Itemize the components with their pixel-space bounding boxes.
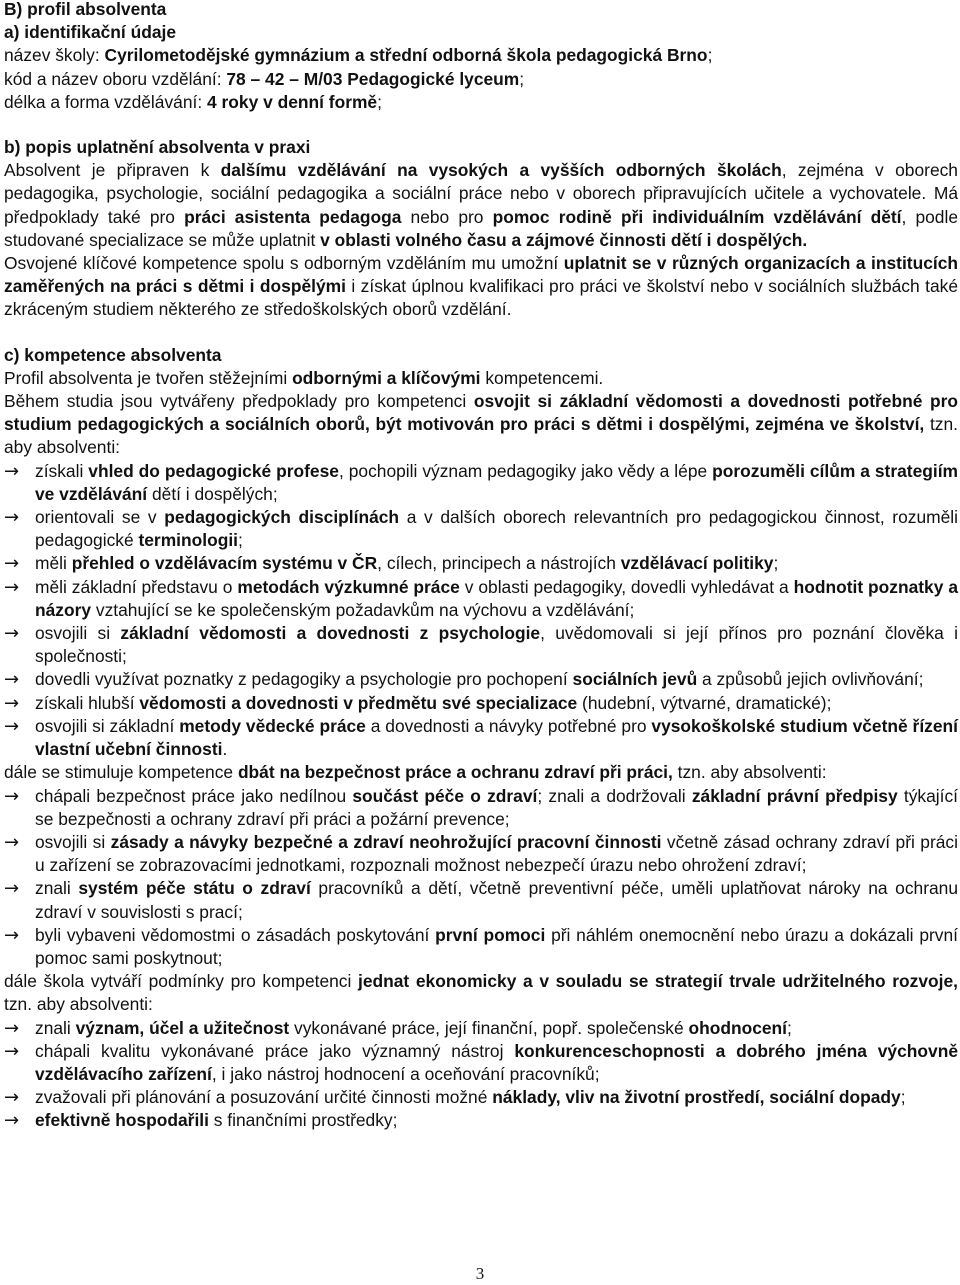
section-c-intro bbox=[4, 367, 958, 460]
text-run: osvojili si základní bbox=[35, 715, 180, 736]
list-item bbox=[4, 924, 958, 970]
text-run: chápali kvalitu vykonávané práce jako významný nástroj bbox=[35, 1040, 515, 1061]
text-run: týkající se bezpečnosti a ochrany zdraví při práci a požární prevence; bbox=[35, 785, 958, 829]
text-run: byli vybaveni vědomostmi o zásadách poskytování bbox=[35, 924, 436, 945]
bold-text: sociálních jevů bbox=[572, 669, 698, 690]
bold-text: vysokoškolské studium včetně řízení vlastní učební činnosti bbox=[35, 715, 958, 760]
text-run: ; znali a dodržovali bbox=[537, 785, 692, 806]
bold-text: odbornými a klíčovými bbox=[292, 367, 481, 388]
list-item bbox=[4, 1017, 958, 1040]
text-run: tzn. aby absolventi: bbox=[4, 414, 958, 458]
arrow-icon: → bbox=[4, 692, 20, 714]
bold-text: uplatnit se v různých organizacích a institucích zaměřených na práci s dětmi i dospělými bbox=[4, 253, 958, 297]
text-run: a způsobů jejich ovlivňování; bbox=[697, 669, 924, 690]
text-run: znali bbox=[35, 878, 79, 899]
text-run: , uvědomovali si její přínos pro poznání člověka i společnosti; bbox=[35, 623, 958, 667]
text-run: ; bbox=[237, 530, 243, 551]
text-run: osvojili si bbox=[35, 831, 111, 852]
text-run: , pochopili význam pedagogiky jako vědy a lépe bbox=[338, 460, 713, 481]
bold-text: součást péče o zdraví bbox=[352, 785, 538, 806]
text-run: kompetencemi. bbox=[480, 367, 604, 388]
text-run: chápali bezpečnost práce jako nedílnou bbox=[35, 785, 353, 806]
arrow-icon: → bbox=[4, 1110, 20, 1132]
bold-text: efektivně hospodařili bbox=[35, 1110, 209, 1131]
bold-text: v oblasti volného času a zájmové činnosti dětí i dospělých. bbox=[320, 229, 808, 250]
bold-text: hodnotit poznatky a názory bbox=[35, 576, 958, 620]
text-run: získali bbox=[35, 460, 89, 481]
section-c-title: c) kompetence absolventa bbox=[4, 344, 222, 365]
text-run: dětí i dospělých; bbox=[147, 483, 278, 504]
bold-text: práci asistenta pedagoga bbox=[184, 206, 402, 227]
text-run: nebo pro bbox=[401, 206, 493, 227]
bold-text: první pomoci bbox=[435, 924, 546, 945]
text-run: tzn. aby absolventi: bbox=[672, 762, 827, 783]
bold-text: systém péče státu o zdraví bbox=[78, 878, 311, 899]
text-run: dále se stimuluje kompetence bbox=[4, 762, 238, 783]
bold-text: jednat ekonomicky a v souladu se strategií trvale udržitelného rozvoje, bbox=[358, 971, 958, 992]
arrow-icon: → bbox=[4, 715, 20, 737]
bold-text: osvojit si základní vědomosti a dovednosti potřebné pro studium pedagogických a sociálních oborů, být motivován pro práci s dětmi i dospělými, zejména ve školství, bbox=[4, 391, 959, 435]
bold-text: náklady, vliv na životní prostředí, sociální dopady bbox=[492, 1087, 901, 1108]
list-item bbox=[4, 622, 958, 668]
text-run: Osvojené klíčové kompetence spolu s odborným vzděláním mu umožní bbox=[4, 253, 564, 274]
bold-text: vhled do pedagogické profese bbox=[88, 460, 339, 481]
text-run: , cílech, principech a nástrojích bbox=[377, 553, 621, 574]
text-run: Absolvent je připraven k bbox=[4, 160, 221, 181]
bold-text: vědomosti a dovednosti v předmětu své specializace bbox=[139, 692, 578, 713]
list-item bbox=[4, 1040, 958, 1086]
text-run: i získat úplnou kvalifikaci pro práci ve školství nebo v sociálních službách také zkráceným studiem některého ze středoškolských oborů vzdělání. bbox=[4, 276, 958, 320]
arrow-icon: → bbox=[4, 460, 20, 482]
arrow-icon: → bbox=[4, 878, 20, 900]
bold-text: metody vědecké práce bbox=[179, 715, 366, 736]
bold-text: základní právní předpisy bbox=[691, 785, 898, 806]
bold-text: konkurenceschopnosti a dobrého jména výchovně vzdělávacího zařízení bbox=[35, 1040, 958, 1084]
paragraph bbox=[4, 159, 958, 252]
text-run: znali bbox=[35, 1017, 76, 1038]
text-run: vztahující se ke společenským požadavkům na výchovu a vzdělávání; bbox=[91, 599, 635, 620]
text-run: s finančními prostředky; bbox=[208, 1110, 398, 1131]
arrow-icon: → bbox=[4, 669, 20, 691]
list-item bbox=[4, 715, 958, 761]
field-code-line: kód a název oboru vzdělání: 78 – 42 – M/03 Pedagogické lyceum; bbox=[4, 68, 525, 89]
bold-text: zásady a návyky bezpečné a zdraví neohrožující pracovní činnosti bbox=[110, 831, 662, 852]
text-run: Profil absolventa je tvořen stěžejními bbox=[4, 367, 293, 388]
section-a-title: a) identifikační údaje bbox=[4, 22, 177, 43]
bold-text: porozuměli cílům a strategiím ve vzdělávání bbox=[35, 460, 958, 504]
list-item bbox=[4, 877, 958, 923]
text-run: , podle studované specializace se může uplatnit bbox=[4, 206, 958, 250]
bold-text: dbát na bezpečnost práce a ochranu zdraví při práci, bbox=[237, 762, 673, 783]
arrow-icon: → bbox=[4, 1017, 20, 1039]
page-number: 3 bbox=[475, 1264, 485, 1283]
arrow-icon: → bbox=[4, 924, 20, 946]
list-item bbox=[4, 668, 958, 691]
list-item bbox=[4, 1109, 958, 1132]
text-run: pracovníků a dětí, včetně preventivní péče, uměli uplatňovat nároky na ochranu zdraví v souvislosti s prací; bbox=[35, 878, 959, 922]
arrow-icon: → bbox=[4, 831, 20, 853]
competence-list-3 bbox=[4, 1017, 958, 1133]
bold-text: pedagogických disciplínách bbox=[164, 507, 400, 528]
school-name-line: název školy: Cyrilometodějské gymnázium a střední odborná škola pedagogická Brno; bbox=[4, 45, 713, 66]
list-item bbox=[4, 552, 958, 575]
bold-text: základní vědomosti a dovednosti z psychologie bbox=[120, 623, 541, 644]
text-run: ; bbox=[773, 553, 779, 574]
text-run: při náhlém onemocnění nebo úrazu a dokázali první pomoc sami poskytnout; bbox=[35, 924, 958, 968]
bold-text: pomoc rodině při individuálním vzdělávání dětí bbox=[492, 206, 902, 227]
text-run: v oblasti pedagogiky, dovedli vyhledávat a bbox=[459, 576, 794, 597]
bold-text: význam, účel a užitečnost bbox=[75, 1017, 290, 1038]
text-run: , zejména v oborech pedagogika, psychologie, sociální pedagogika a sociální práce nebo v oborech připravujících učitele a vychovatele. Má předpoklady také pro bbox=[4, 160, 958, 227]
paragraph bbox=[4, 390, 958, 460]
text-run: získali hlubší bbox=[35, 692, 140, 713]
bold-text: ohodnocení bbox=[688, 1017, 788, 1038]
arrow-icon: → bbox=[4, 507, 20, 529]
text-run: (hudební, výtvarné, dramatické); bbox=[577, 692, 832, 713]
bold-text: vzdělávací politiky bbox=[620, 553, 774, 574]
arrow-icon: → bbox=[4, 576, 20, 598]
economy-intro bbox=[4, 970, 958, 1016]
text-run: osvojili si bbox=[35, 623, 121, 644]
text-run: zvažovali při plánování a posuzování určité činnosti možné bbox=[35, 1087, 493, 1108]
document-page bbox=[4, 0, 958, 1133]
arrow-icon: → bbox=[4, 553, 20, 575]
text-run: vykonávané práce, její finanční, popř. společenské bbox=[289, 1017, 689, 1038]
bold-text: přehled o vzdělávacím systému v ČR bbox=[71, 553, 378, 574]
list-item bbox=[4, 831, 958, 877]
competence-list-2 bbox=[4, 785, 958, 971]
text-run: dále škola vytváří podmínky pro kompetenci bbox=[4, 971, 358, 992]
duration-line: délka a forma vzdělávání: 4 roky v denní formě; bbox=[4, 91, 382, 112]
list-item bbox=[4, 1086, 958, 1109]
paragraph bbox=[4, 367, 958, 390]
arrow-icon: → bbox=[4, 785, 20, 807]
text-run: a v dalších oborech relevantních pro pedagogickou činnost, rozuměli pedagogické bbox=[35, 507, 959, 551]
text-run: ; bbox=[787, 1017, 792, 1038]
bold-text: dalšímu vzdělávání na vysokých a vyšších odborných školách bbox=[220, 160, 782, 181]
text-run: Během studia jsou vytvářeny předpoklady pro kompetenci bbox=[4, 391, 474, 412]
arrow-icon: → bbox=[4, 1040, 20, 1062]
text-run: , i jako nástroj hodnocení a oceňování pracovníků; bbox=[211, 1063, 600, 1084]
arrow-icon: → bbox=[4, 1087, 20, 1109]
list-item bbox=[4, 506, 958, 552]
text-run: ; bbox=[900, 1087, 906, 1108]
competence-list-1 bbox=[4, 460, 958, 762]
text-run: orientovali se v bbox=[35, 507, 165, 528]
text-run: včetně zásad ochrany zdraví při práci u zařízení se zobrazovacími jednotkami, rozpoznali možnost nebezpečí úrazu nebo ohrožení zdraví; bbox=[35, 831, 958, 876]
list-item bbox=[4, 576, 958, 622]
text-run: tzn. aby absolventi: bbox=[4, 994, 153, 1015]
safety-intro bbox=[4, 761, 958, 784]
list-item bbox=[4, 692, 958, 715]
list-item bbox=[4, 460, 958, 506]
main-title: B) profil absolventa bbox=[4, 0, 167, 19]
text-run: měli základní představu o bbox=[35, 576, 238, 597]
bold-text: terminologii bbox=[138, 530, 238, 551]
list-item bbox=[4, 785, 958, 831]
section-b-title: b) popis uplatnění absolventa v praxi bbox=[4, 137, 311, 158]
arrow-icon: → bbox=[4, 623, 20, 645]
paragraph bbox=[4, 252, 958, 322]
text-run: . bbox=[222, 739, 228, 760]
bold-text: metodách výzkumné práce bbox=[237, 576, 460, 597]
section-b-body bbox=[4, 159, 958, 321]
text-run: měli bbox=[35, 553, 72, 574]
text-run: dovedli využívat poznatky z pedagogiky a psychologie pro pochopení bbox=[35, 669, 573, 690]
text-run: a dovednosti a návyky potřebné pro bbox=[365, 715, 652, 736]
